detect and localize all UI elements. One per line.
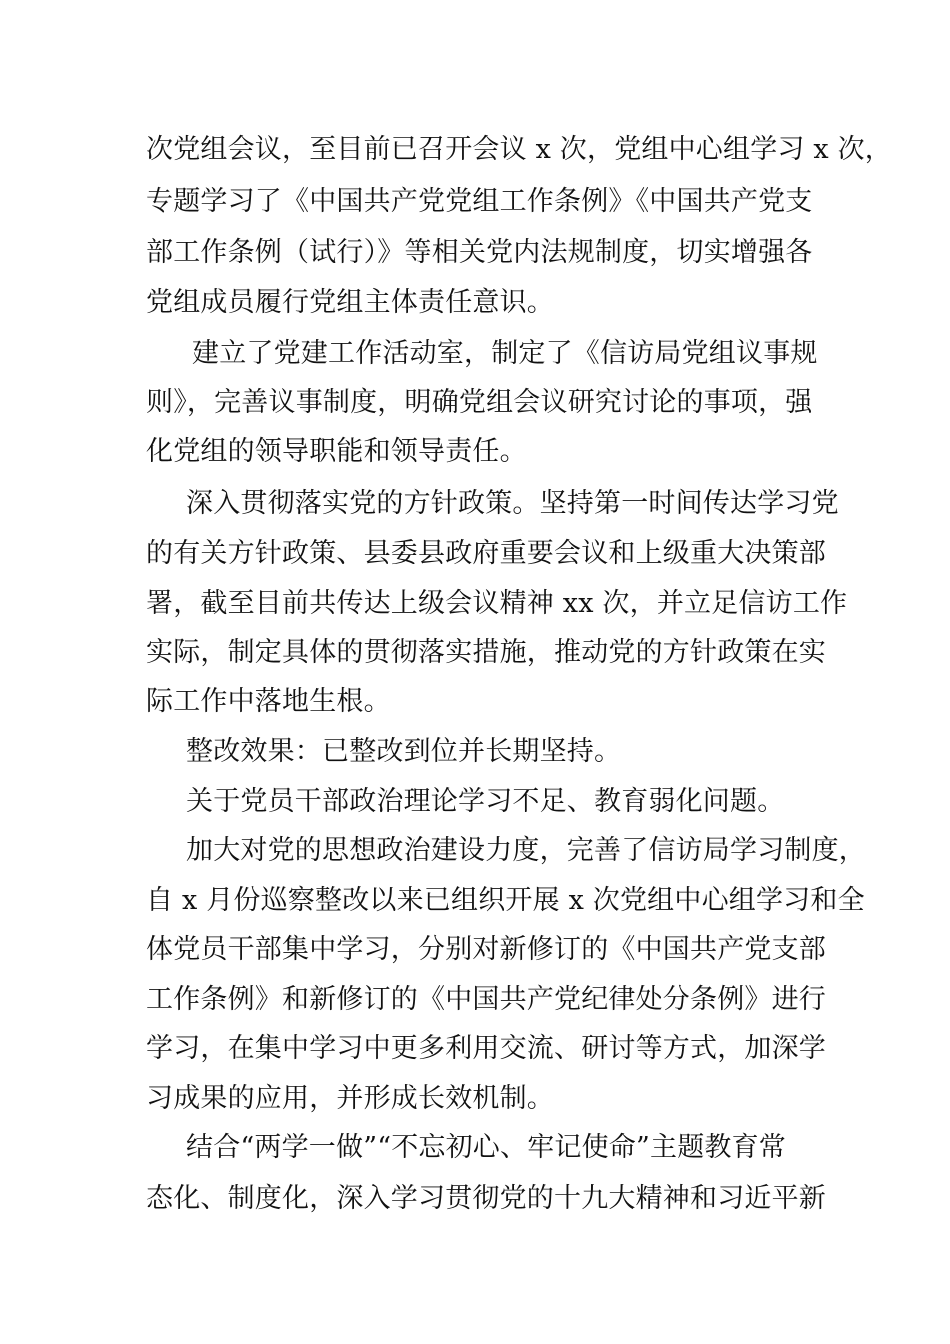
text-line: 学习，在集中学习中更多利用交流、研讨等方式，加深学 bbox=[146, 1033, 826, 1064]
text-line: 态化、制度化，深入学习贯彻党的十九大精神和习近平新 bbox=[146, 1183, 826, 1214]
text-line: 专题学习了《中国共产党党组工作条例》《中国共产党支 bbox=[146, 186, 813, 217]
text-line: 实际，制定具体的贯彻落实措施，推动党的方针政策在实 bbox=[146, 637, 826, 668]
text-line: 习成果的应用，并形成长效机制。 bbox=[146, 1083, 554, 1114]
paragraph-start-line: 关于党员干部政治理论学习不足、教育弱化问题。 bbox=[186, 786, 785, 817]
paragraph-start-line: 建立了党建工作活动室，制定了《信访局党组议事规 bbox=[192, 338, 818, 369]
text-line: 化党组的领导职能和领导责任。 bbox=[146, 436, 527, 467]
text-line: 则》，完善议事制度，明确党组会议研究讨论的事项，强 bbox=[146, 387, 813, 418]
text-line: 党组成员履行党组主体责任意识。 bbox=[146, 287, 554, 318]
text-line: 工作条例》和新修订的《中国共产党纪律处分条例》进行 bbox=[146, 984, 826, 1015]
text-line: 署，截至目前共传达上级会议精神 xx 次，并立足信访工作 bbox=[146, 588, 848, 619]
text-line: 体党员干部集中学习，分别对新修订的《中国共产党支部 bbox=[146, 934, 826, 965]
text-line: 自 x 月份巡察整改以来已组织开展 x 次党组中心组学习和全 bbox=[146, 885, 865, 916]
text-line: 次党组会议，至目前已召开会议 x 次，党组中心组学习 x 次， bbox=[146, 134, 892, 165]
paragraph-start-line: 结合“两学一做”“不忘初心、牢记使命”主题教育常 bbox=[186, 1132, 787, 1163]
text-line: 部工作条例（试行）》等相关党内法规制度，切实增强各 bbox=[146, 237, 813, 268]
paragraph-start-line: 加大对党的思想政治建设力度，完善了信访局学习制度， bbox=[186, 835, 866, 866]
paragraph-start-line: 深入贯彻落实党的方针政策。坚持第一时间传达学习党 bbox=[186, 488, 839, 519]
text-line: 的有关方针政策、县委县政府重要会议和上级重大决策部 bbox=[146, 538, 826, 569]
text-line: 际工作中落地生根。 bbox=[146, 686, 391, 717]
paragraph-start-line: 整改效果：已整改到位并长期坚持。 bbox=[186, 736, 622, 767]
